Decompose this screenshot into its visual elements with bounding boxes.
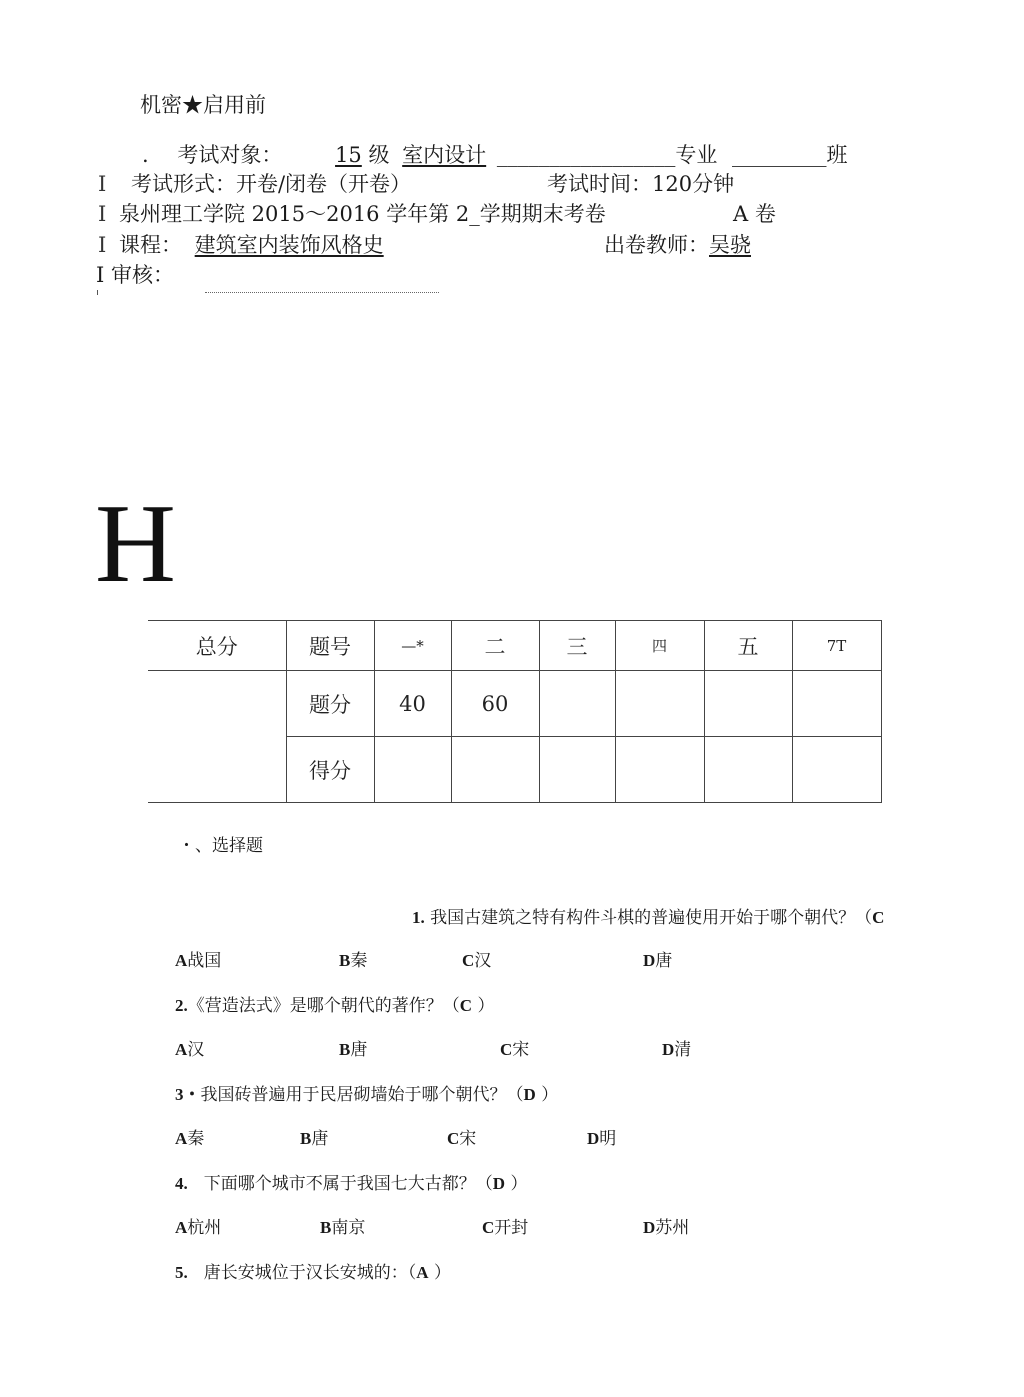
large-letter-h: H bbox=[95, 482, 176, 606]
question-tail: ） bbox=[510, 1174, 528, 1194]
table-score-row bbox=[148, 737, 881, 803]
exam-time: 考试时间：120分钟 bbox=[547, 172, 735, 196]
question-tail: ） bbox=[433, 1263, 451, 1283]
major-name: 室内设计 bbox=[402, 143, 487, 167]
question-answer: A bbox=[416, 1263, 429, 1282]
question-text: 我国砖普遍用于民居砌墙始于哪个朝代？（ bbox=[200, 1085, 524, 1105]
school-term: 泉州理工学院 2015～2016 学年第 2_学期期末考卷 bbox=[118, 202, 606, 226]
option-b: B南京 bbox=[320, 1218, 366, 1238]
question-5 bbox=[175, 1258, 451, 1283]
table-cell: 得分 bbox=[286, 737, 374, 803]
option-a: A秦 bbox=[175, 1129, 205, 1149]
table-cell: 7T bbox=[792, 621, 881, 671]
margin-bar: I bbox=[98, 172, 107, 196]
option-a: A杭州 bbox=[175, 1218, 222, 1238]
grade-suffix: 级 bbox=[368, 143, 390, 167]
question-number: 5. bbox=[175, 1263, 188, 1282]
review-label: I 审核： bbox=[96, 263, 174, 287]
header-line-target bbox=[142, 139, 848, 169]
table-cell bbox=[615, 671, 704, 737]
header-teacher bbox=[604, 229, 751, 259]
question-4 bbox=[175, 1169, 527, 1194]
table-cell: 四 bbox=[615, 621, 704, 671]
option-d: D苏州 bbox=[643, 1218, 690, 1238]
header-line-form bbox=[98, 168, 411, 198]
table-cell bbox=[615, 737, 704, 803]
question-number: 2. bbox=[175, 996, 188, 1015]
option-b: B唐 bbox=[300, 1129, 329, 1149]
exam-form: 考试形式：开卷/闭卷（开卷） bbox=[130, 172, 412, 196]
table-cell: 题号 bbox=[286, 621, 374, 671]
option-c: C开封 bbox=[482, 1218, 529, 1238]
question-answer: D bbox=[523, 1085, 536, 1104]
question-answer: C bbox=[459, 996, 473, 1015]
table-cell: 五 bbox=[704, 621, 792, 671]
review-dotted-line bbox=[205, 292, 439, 293]
question-number: 4. bbox=[175, 1174, 188, 1193]
option-b: B唐 bbox=[339, 1040, 368, 1060]
confidential-label: 机密★启用前 bbox=[140, 93, 266, 117]
table-cell bbox=[704, 671, 792, 737]
total-score-cell bbox=[148, 737, 286, 803]
question-2 bbox=[175, 991, 494, 1016]
major-label: 专业 bbox=[675, 143, 718, 167]
question-text: 下面哪个城市不属于我国七大古都？（ bbox=[203, 1174, 493, 1194]
section-title: ・、选择题 bbox=[178, 836, 263, 856]
question-answer: D bbox=[492, 1174, 506, 1193]
question-number: 3・ bbox=[175, 1085, 201, 1104]
table-points-row bbox=[148, 671, 881, 737]
table-cell: 二 bbox=[451, 621, 539, 671]
major-blank: _________________ bbox=[496, 143, 676, 167]
margin-tick bbox=[97, 290, 98, 295]
teacher-name: 吴骁 bbox=[709, 233, 751, 257]
table-cell bbox=[539, 671, 615, 737]
table-cell bbox=[374, 737, 451, 803]
option-d: D明 bbox=[587, 1129, 617, 1149]
total-score-label: 总分 bbox=[148, 621, 286, 671]
option-c: C宋 bbox=[447, 1129, 477, 1149]
question-text: 唐长安城位于汉长安城的：（ bbox=[203, 1263, 417, 1283]
table-cell bbox=[792, 671, 881, 737]
option-c: C宋 bbox=[500, 1040, 530, 1060]
option-b: B秦 bbox=[339, 951, 368, 971]
question-1 bbox=[412, 903, 884, 928]
header-line-school bbox=[98, 198, 606, 228]
table-cell: 三 bbox=[539, 621, 615, 671]
class-blank: _________ bbox=[732, 143, 827, 167]
class-label: 班 bbox=[826, 143, 848, 167]
option-c: C汉 bbox=[462, 951, 492, 971]
question-tail: ） bbox=[477, 996, 495, 1016]
table-cell: 60 bbox=[451, 671, 539, 737]
table-cell bbox=[539, 737, 615, 803]
table-cell: —* bbox=[374, 621, 451, 671]
paper-version: A 卷 bbox=[733, 202, 776, 226]
option-d: D清 bbox=[662, 1040, 692, 1060]
margin-bar: I bbox=[98, 202, 107, 226]
target-label: 考试对象： bbox=[177, 143, 283, 167]
line-prefix: . bbox=[142, 143, 149, 167]
question-text: 我国古建筑之特有构件斗棋的普遍使用开始于哪个朝代？（ bbox=[430, 908, 873, 928]
table-cell: 40 bbox=[374, 671, 451, 737]
course-name: 建筑室内装饰风格史 bbox=[194, 233, 384, 257]
question-3 bbox=[175, 1080, 558, 1105]
question-answer: C bbox=[872, 908, 885, 927]
grade-value: 15 bbox=[335, 143, 362, 167]
score-table bbox=[148, 620, 882, 803]
header-line-course bbox=[98, 229, 384, 259]
question-text: 《营造法式》是哪个朝代的著作？（ bbox=[187, 996, 460, 1016]
table-cell bbox=[451, 737, 539, 803]
teacher-label: 出卷教师： bbox=[604, 233, 709, 257]
table-cell: 题分 bbox=[286, 671, 374, 737]
total-score-cell bbox=[148, 671, 286, 737]
table-cell bbox=[792, 737, 881, 803]
question-tail: ） bbox=[541, 1085, 559, 1105]
option-a: A汉 bbox=[175, 1040, 205, 1060]
option-d: D唐 bbox=[643, 951, 673, 971]
margin-bar: I bbox=[98, 233, 107, 257]
course-label: 课程： bbox=[118, 233, 182, 257]
table-header-row bbox=[148, 621, 881, 671]
table-cell bbox=[704, 737, 792, 803]
option-a: A战国 bbox=[175, 951, 222, 971]
question-number: 1. bbox=[412, 908, 425, 927]
